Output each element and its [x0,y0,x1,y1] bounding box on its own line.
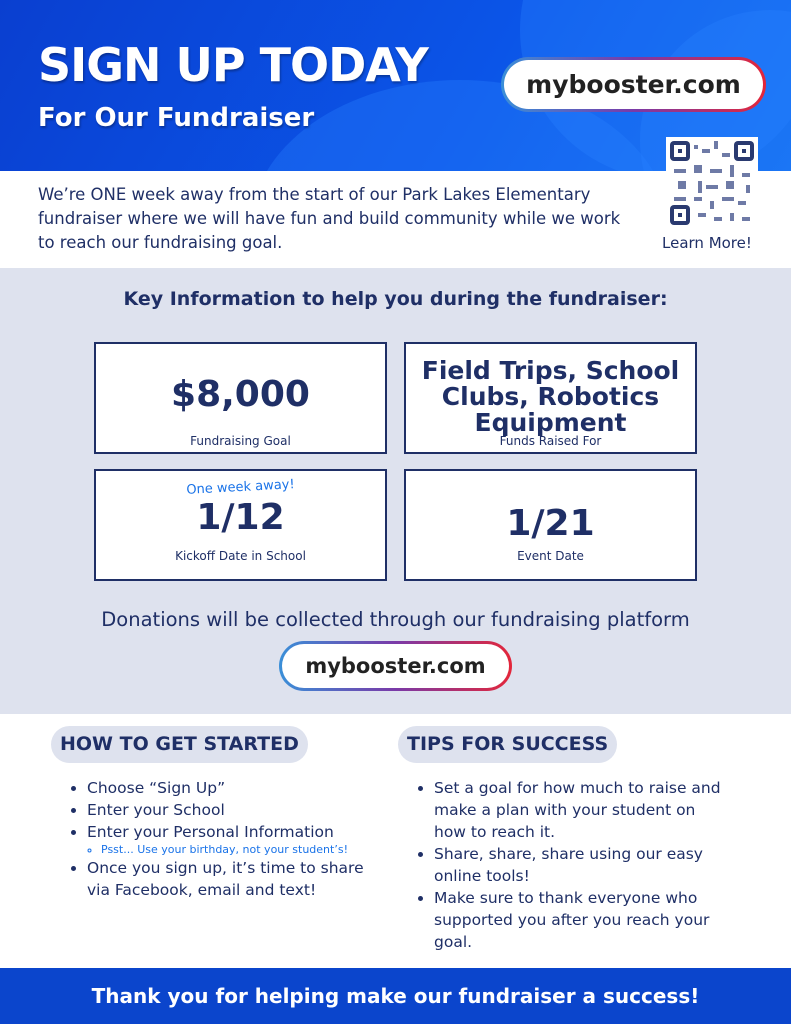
goal-value: $8,000 [171,374,310,415]
info-card-kickoff [94,469,387,581]
qr-code[interactable] [666,137,758,229]
list-item-text: Enter your Personal Information [87,823,334,841]
page-subtitle: For Our Fundraiser [38,103,315,133]
key-info-title: Key Information to help you during the fundraiser: [123,288,668,310]
started-heading: HOW TO GET STARTED [51,726,308,763]
event-caption: Event Date [517,549,584,563]
footer-banner: Thank you for helping make our fundraiser a success! [0,968,791,1024]
list-item: • Make sure to thank everyone who supported you after you reach your goal. [434,887,732,953]
tips-list [412,777,732,953]
kickoff-value: 1/12 [196,497,285,538]
qr-code-icon [670,141,754,225]
platform-link[interactable]: mybooster.com [279,641,512,691]
donations-text: Donations will be collected through our fundraising platform [101,608,690,631]
kickoff-caption: Kickoff Date in School [175,549,306,563]
info-card-goal [94,342,387,454]
funds-value: Field Trips, School Clubs, Robotics Equipment [421,356,680,437]
list-item: • Share, share, share using our easy online tools! [434,843,732,887]
list-item: • Once you sign up, it’s time to share via Facebook, email and text! [87,857,365,901]
started-list [65,777,365,901]
kickoff-note: One week away! [185,477,296,498]
page-title: SIGN UP TODAY [38,38,428,92]
list-item: • Choose “Sign Up” [87,777,365,799]
learn-more-label: Learn More! [662,234,752,252]
funds-caption: Funds Raised For [499,434,602,448]
tips-heading: TIPS FOR SUCCESS [398,726,617,763]
list-item: • Enter your School [87,799,365,821]
website-link[interactable]: mybooster.com [501,57,766,112]
info-card-funds [404,342,697,454]
list-item: • Set a goal for how much to raise and make a plan with your student on how to reach it. [434,777,732,843]
list-item [87,821,365,857]
goal-caption: Fundraising Goal [190,434,291,448]
event-value: 1/21 [506,503,595,544]
info-card-event [404,469,697,581]
intro-text: We’re ONE week away from the start of our Park Lakes Elementary fundraiser where we will have fun and build community while we work to reach our fundraising goal. [38,185,621,252]
sub-note: ◦ Psst... Use your birthday, not your student’s! [101,843,365,857]
